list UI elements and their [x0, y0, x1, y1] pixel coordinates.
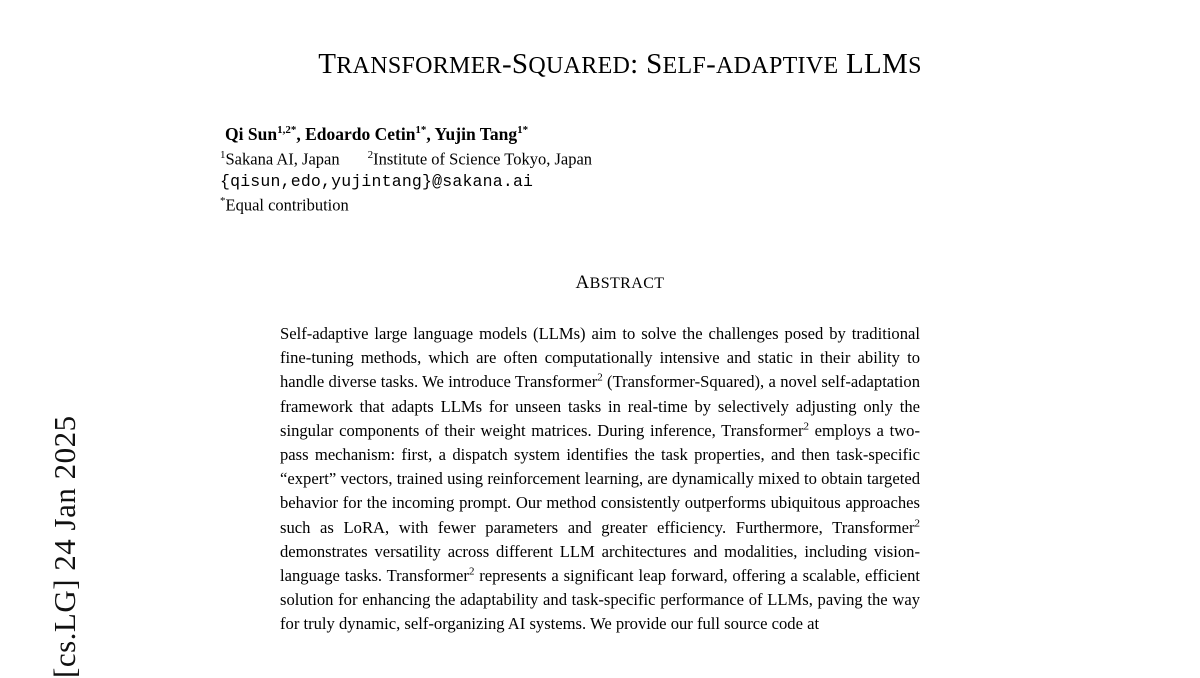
abstract-heading — [120, 272, 1120, 294]
contact-email: {qisun,edo,yujintang}@sakana.ai — [220, 172, 534, 191]
title-part-2: RANSFORMER — [336, 53, 502, 79]
abstract-superscript-3: 2 — [914, 517, 920, 530]
title-part-5: : S — [630, 48, 663, 80]
arxiv-stamp — [0, 0, 120, 678]
abstract-segment-3: employs a two-pass mechanism: first, a dispatch system identifies the task properties, and then task-specific “expert” vectors, trained using reinforcement learning, are dynamically mixed to obtain targeted behavior for the incoming prompt. Our method consistently outperforms ubiquitous approaches such as LoRA, with fewer parameters and greater efficiency. Furthermore, Transformer — [280, 420, 920, 537]
abstract-segment-1: Self-adaptive large language models (LLMs) aim to solve the challenges posed by traditional fine-tuning methods, which are often computationally intensive and static in their ability to handle diverse tasks. We introduce Transformer — [280, 324, 920, 392]
affiliation-list — [220, 149, 1020, 170]
abstract-superscript-1: 2 — [597, 371, 603, 384]
page-title — [120, 48, 1120, 81]
arxiv-stamp-text: [cs.LG] 24 Jan 2025 — [47, 415, 82, 678]
author-2-affil-marker: 1* — [415, 124, 427, 137]
author-3-name: , Yujin Tang — [426, 124, 518, 144]
footnote-text: Equal contribution — [225, 195, 349, 215]
title-part-4: QUARED — [528, 53, 631, 79]
title-part-9: LLM — [838, 48, 909, 80]
title-part-10: S — [908, 53, 922, 79]
title-part-3: -S — [501, 48, 529, 80]
footnote-marker: * — [220, 195, 226, 207]
author-list — [225, 124, 1025, 145]
author-1-affil-marker: 1,2* — [277, 124, 297, 137]
affiliation-2-label: Institute of Science Tokyo, Japan — [373, 149, 593, 169]
abstract-heading-first: A — [575, 272, 590, 293]
abstract-segment-2: (Transformer-Squared), a novel self-adaptation framework that adapts LLMs for unseen tasks in real-time by selectively adjusting only the singular components of their weight matrices. During inference, Transformer — [280, 372, 920, 440]
title-part-8: ADAPTIVE — [716, 53, 839, 79]
title-part-6: ELF — [662, 53, 707, 79]
abstract-superscript-2: 2 — [803, 420, 810, 433]
affiliation-1-marker: 1 — [220, 149, 226, 161]
affiliation-2-marker: 2 — [367, 149, 374, 161]
author-3-affil-marker: 1* — [517, 124, 529, 137]
author-1-name: Qi Sun — [225, 124, 278, 144]
abstract-segment-4: demonstrates versatility across different LLM architectures and modalities, including vision-language tasks. Transformer — [280, 541, 920, 586]
abstract-segment-5: represents a significant leap forward, offering a scalable, efficient solution for enhancing the adaptability and task-specific performance of LLMs, paving the way for truly dynamic, self-organizing AI systems. We provide our full source code at — [280, 566, 921, 634]
paper-page — [120, 0, 1200, 648]
title-part-1: T — [318, 48, 337, 80]
title-part-7: - — [706, 48, 717, 80]
abstract-text — [280, 322, 920, 637]
equal-contribution-note — [220, 195, 349, 216]
abstract-heading-rest: BSTRACT — [589, 275, 665, 292]
abstract-superscript-4: 2 — [468, 565, 475, 578]
author-2-name: , Edoardo Cetin — [296, 124, 416, 144]
affiliation-1-label: Sakana AI, Japan — [225, 149, 340, 169]
